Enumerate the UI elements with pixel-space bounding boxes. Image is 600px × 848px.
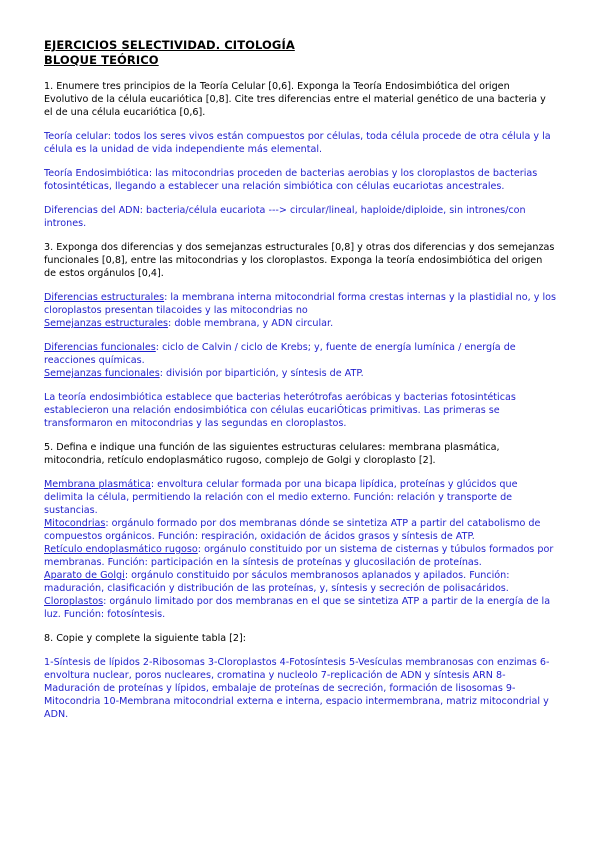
answer-3-semejanzas-estructurales-label: Semejanzas estructurales [44,318,169,329]
answer-3-diferencias-estructurales-label: Diferencias estructurales [44,292,165,303]
answer-5-mitocondrias-text: : orgánulo formado por dos membranas dónde se sintetiza ATP a partir del catabolismo de compuestos orgánicos. Función: respiración, oxidación de ácidos grasos y síntesis de ATP. [44,518,541,542]
answer-5-membrana-plasmatica [44,478,556,517]
answer-3-diferencias-estructurales [44,291,556,317]
answer-3-semejanzas-funcionales-text: : división por bipartición, y síntesis de ATP. [159,368,364,379]
answer-5-reticulo-endoplasmatico [44,543,556,569]
answer-5-reticulo-endoplasmatico-label: Retículo endoplasmático rugoso [44,544,198,555]
answer-5-aparato-golgi-label: Aparato de Golgi [44,570,125,581]
answer-3-diferencias-funcionales-label: Diferencias funcionales [44,342,156,353]
document-page [44,38,556,721]
answer-3-semejanzas-funcionales-label: Semejanzas funcionales [44,368,160,379]
answer-1-teoria-endosimbiotica: Teoría Endosimbiótica: las mitocondrias proceden de bacterias aerobias y los cloroplastos de bacterias fotosintéticas, llegando a establecer una relación simbiótica con células eucariotas ancestrales. [44,168,538,192]
answer-3-semejanzas-estructurales [44,317,556,330]
question-1: 1. Enumere tres principios de la Teoría Celular [0,6]. Exponga la Teoría Endosimbiótica del origen Evolutivo de la célula eucariótica [0,8]. Cite tres diferencias entre el material genético de una bacteria y el de una célula eucariótica [0,6]. [44,81,546,118]
answer-5-cloroplastos-text: : orgánulo limitado por dos membranas en el que se sintetiza ATP a partir de la energía de la luz. Función: fotosíntesis. [44,596,551,620]
answer-5-aparato-golgi-text: : orgánulo constituido por sáculos membranosos aplanados y apilados. Función: maduración, clasificación y distribución de las proteínas, y, síntesis y secreción de polisacáridos. [44,570,510,594]
answer-1-diferencias-adn: Diferencias del ADN: bacteria/célula eucariota ---> circular/lineal, haploide/diploide, sin intrones/con intrones. [44,205,526,229]
answer-3-diferencias-funcionales-text: : ciclo de Calvin / ciclo de Krebs; y, fuente de energía lumínica / energía de reacciones químicas. [44,342,516,366]
answer-5-membrana-plasmatica-text: : envoltura celular formada por una bicapa lipídica, proteínas y glúcidos que delimita la célula, permitiendo la relación con el medio externo. Función: relación y transporte de sustancias. [44,479,518,516]
question-3: 3. Exponga dos diferencias y dos semejanzas estructurales [0,8] y otras dos diferencias y dos semejanzas funcionales [0,8], entre las mitocondrias y los cloroplastos. Exponga la teoría endosimbiótica del origen de estos orgánulos [0,4]. [44,242,555,279]
question-8: 8. Copie y complete la siguiente tabla [2]: [44,633,247,644]
document-title: EJERCICIOS SELECTIVIDAD. CITOLOGÍA [44,38,295,52]
answer-5-mitocondrias-label: Mitocondrias [44,518,106,529]
answer-3-diferencias-estructurales-text: : la membrana interna mitocondrial forma crestas internas y la plastidial no, y los cloroplastos presentan tilacoides y las mitocondrias no [44,292,556,316]
answer-3-semejanzas-funcionales [44,367,556,380]
answer-5-cloroplastos [44,595,556,621]
answer-3-teoria-endosimbiotica: La teoría endosimbiótica establece que bacterias heterótrofas aeróbicas y bacterias fotosintéticas establecieron una relación endosimbiótica con células eucariÓticas primitivas. Las primeras se transformaron en mitocondrias y las segundas en cloroplastos. [44,392,516,429]
document-subtitle: BLOQUE TEÓRICO [44,53,159,67]
answer-5-reticulo-endoplasmatico-text: : orgánulo constituido por un sistema de cisternas y túbulos formados por membranas. Función: participación en la síntesis de proteínas y glucosilación de proteínas. [44,544,554,568]
answer-5-mitocondrias [44,517,556,543]
answer-8-tabla: 1-Síntesis de lípidos 2-Ribosomas 3-Cloroplastos 4-Fotosíntesis 5-Vesículas membranosas con enzimas 6-envoltura nuclear, poros nucleares, cromatina y nucleolo 7-replicación de ADN y síntesis ARN 8- Maduración de proteínas y lípidos, embalaje de proteínas de secreción, formación de lisosomas 9-Mitocondria 10-Membrana mitocondrial externa e interna, espacio intermembrana, matriz mitocondrial y ADN. [44,657,550,720]
answer-5-aparato-golgi [44,569,556,595]
answer-5-cloroplastos-label: Cloroplastos [44,596,104,607]
answer-3-diferencias-funcionales [44,341,556,367]
question-5: 5. Defina e indique una función de las siguientes estructuras celulares: membrana plasmática, mitocondria, retículo endoplasmático rugoso, complejo de Golgi y cloroplasto [2]. [44,442,500,466]
answer-1-teoria-celular: Teoría celular: todos los seres vivos están compuestos por células, toda célula procede de otra célula y la célula es la unidad de vida independiente más elemental. [44,131,551,155]
answer-5-membrana-plasmatica-label: Membrana plasmática [44,479,151,490]
answer-3-semejanzas-estructurales-text: : doble membrana, y ADN circular. [168,318,334,329]
